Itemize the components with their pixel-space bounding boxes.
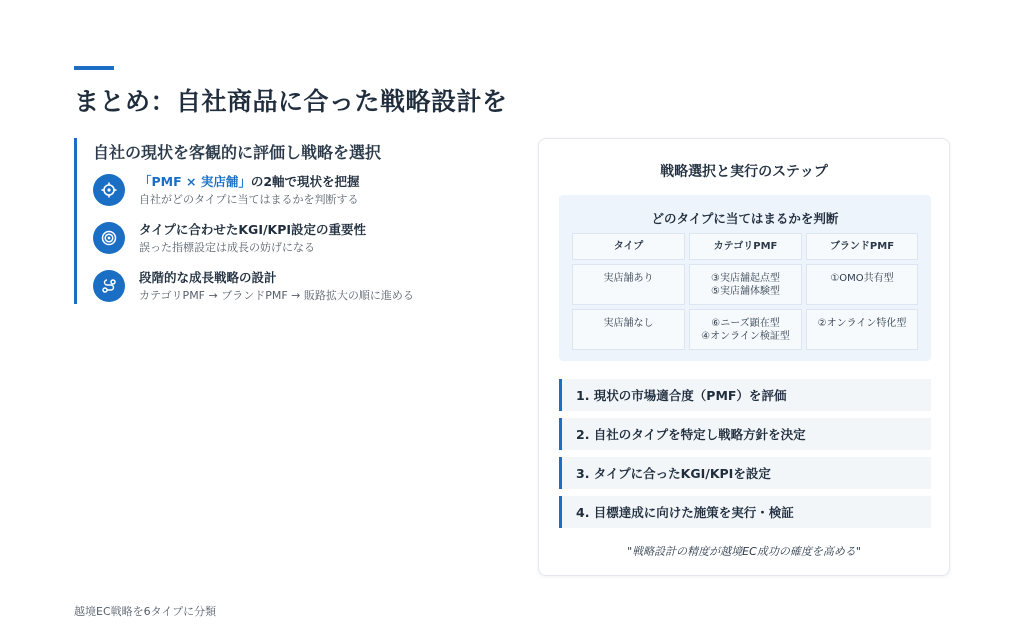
table-cell: 実店舗あり xyxy=(572,264,685,305)
crosshair-icon xyxy=(93,174,125,206)
table-cell: ①OMO共有型 xyxy=(806,264,918,305)
point-title: タイプに合わせたKGI/KPI設定の重要性 xyxy=(139,222,367,237)
type-table xyxy=(572,233,918,350)
route-icon xyxy=(93,270,125,302)
point-item-3 xyxy=(93,270,414,303)
table-header-cell: タイプ xyxy=(572,233,685,260)
point-title-rest: の2軸で現状を把握 xyxy=(250,174,360,189)
strategy-card xyxy=(538,138,950,576)
table-cell: ③実店舗起点型 ⑤実店舗体験型 xyxy=(689,264,802,305)
page-title: まとめ：自社商品に合った戦略設計を xyxy=(74,87,508,116)
point-desc: 自社がどのタイプに当てはまるかを判断する xyxy=(139,193,359,206)
point-title xyxy=(139,174,360,190)
table-cell: ②オンライン特化型 xyxy=(806,309,918,350)
step-item-4: 4. 目標達成に向けた施策を実行・検証 xyxy=(559,496,931,528)
footer-note: 越境EC戦略を6タイプに分類 xyxy=(74,605,217,618)
summary-heading: 自社の現状を客観的に評価し戦略を選択 xyxy=(93,143,382,162)
table-header-cell: ブランドPMF xyxy=(806,233,918,260)
step-item-2: 2. 自社のタイプを特定し戦略方針を決定 xyxy=(559,418,931,450)
panel-title: どのタイプに当てはまるかを判断 xyxy=(651,211,839,226)
step-item-1: 1. 現状の市場適合度（PMF）を評価 xyxy=(559,379,931,411)
point-item-2 xyxy=(93,222,366,255)
step-item-3: 3. タイプに合ったKGI/KPIを設定 xyxy=(559,457,931,489)
point-item-1 xyxy=(93,174,360,207)
summary-section xyxy=(74,138,474,304)
table-cell: ⑥ニーズ顕在型 ④オンライン検証型 xyxy=(689,309,802,350)
table-header-cell: カテゴリPMF xyxy=(689,233,802,260)
point-title-highlight: 「PMF × 実店舗」 xyxy=(139,174,251,189)
card-title: 戦略選択と実行のステップ xyxy=(660,164,828,180)
point-desc: 誤った指標設定は成長の妨げになる xyxy=(139,241,315,254)
closing-quote: "戦略設計の精度が越境EC成功の確度を高める" xyxy=(627,545,861,558)
point-title: 段階的な成長戦略の設計 xyxy=(139,270,277,285)
title-accent-bar xyxy=(74,66,114,70)
point-desc: カテゴリPMF → ブランドPMF → 販路拡大の順に進める xyxy=(139,289,414,302)
target-icon xyxy=(93,222,125,254)
type-judgement-panel xyxy=(559,195,931,361)
table-cell: 実店舗なし xyxy=(572,309,685,350)
